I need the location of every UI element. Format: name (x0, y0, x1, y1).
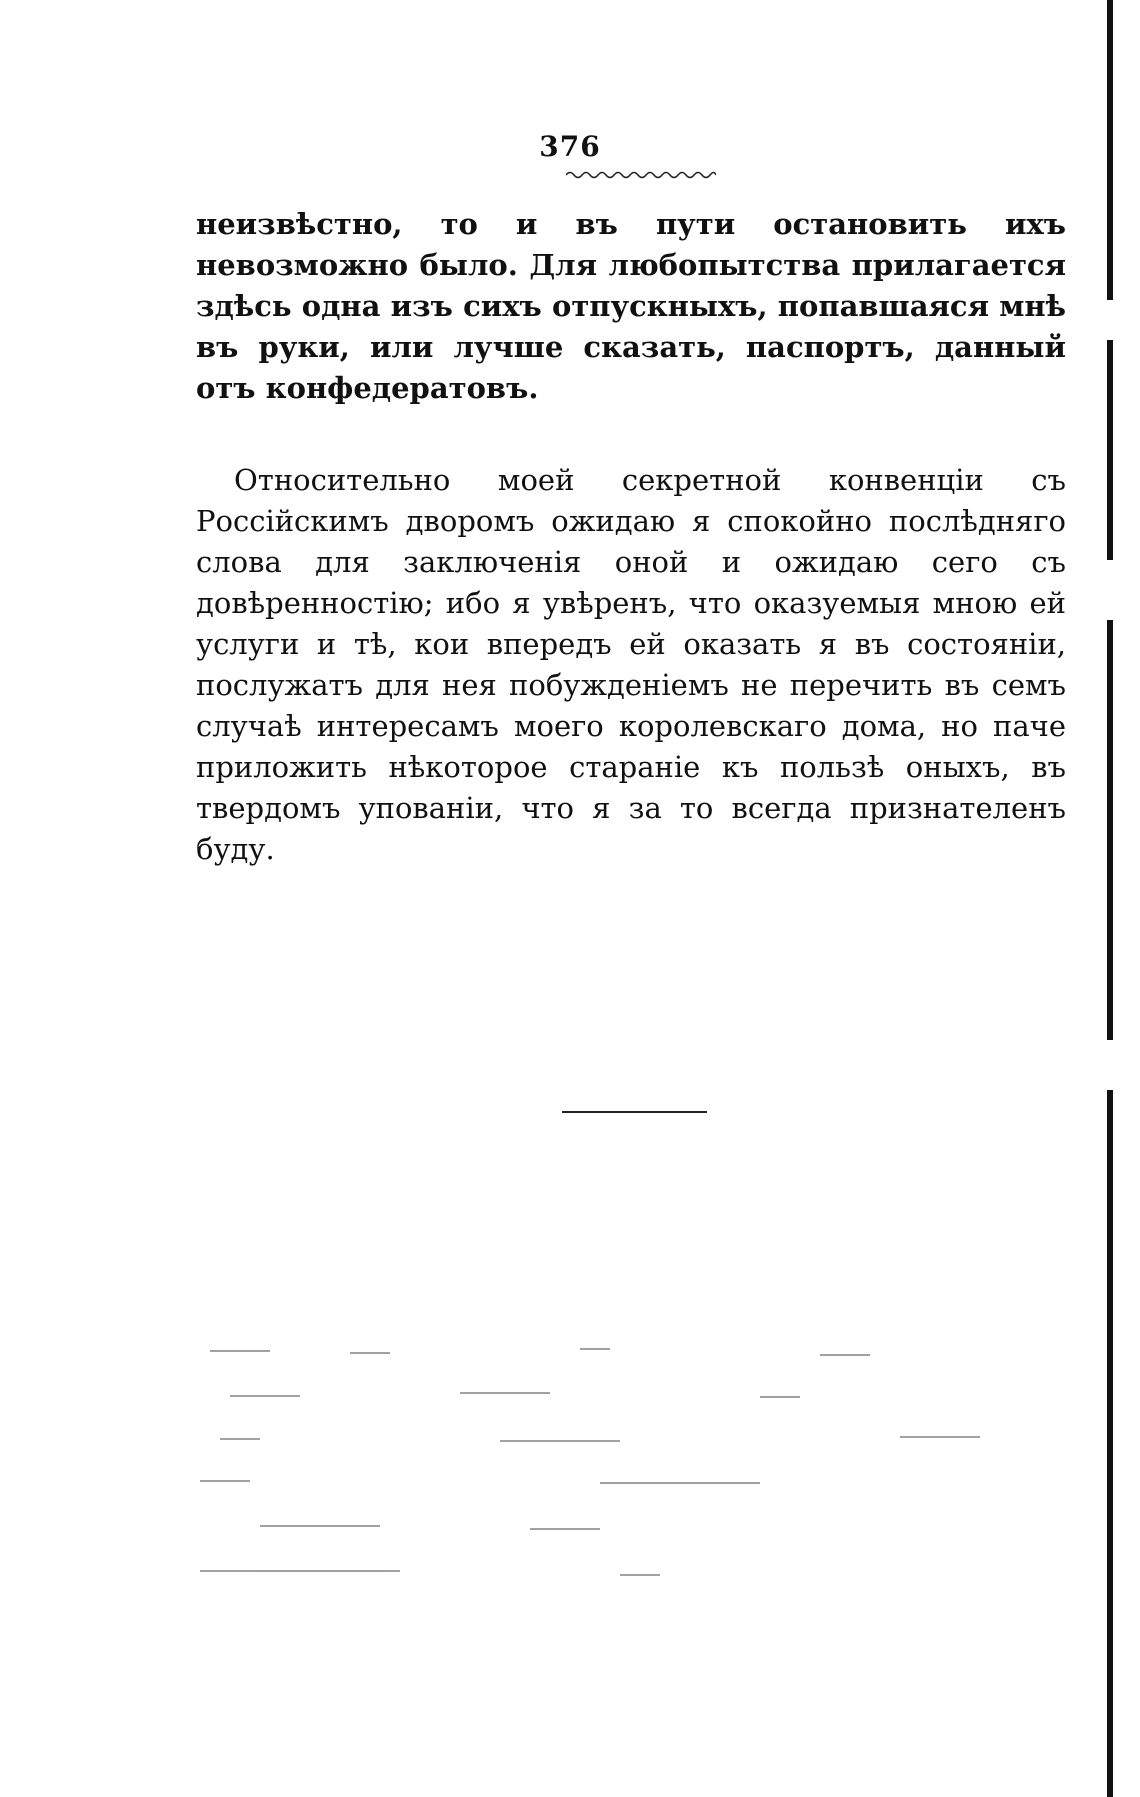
page-edge-gap (1106, 560, 1114, 620)
bleed-through-text (200, 1330, 1070, 1600)
page-edge-gap (1106, 300, 1114, 340)
paragraph-main: Относительно моей секретной конвенціи съ Россійскимъ дворомъ ожидаю я спокойно послѣдняго слова для заключенія оной и ожидаю сего съ довѣренностію; ибо я увѣренъ, что оказуемыя мною ей услуги и тѣ, кои впередъ ей оказать я въ состояніи, послужатъ для нея побужденіемъ не перечить въ семъ случаѣ интересамъ моего королевскаго дома, но паче приложить нѣкоторое стараніе къ пользѣ оныхъ, въ твердомъ упованіи, что я за то всегда признателенъ буду. (196, 463, 1066, 866)
page-edge-gap (1106, 1040, 1114, 1090)
separator-rule (562, 1111, 707, 1113)
page-number: 376 (539, 130, 601, 163)
paragraph-bold: неизвѣстно, то и въ пути остановить ихъ невозможно было. Для любопытства прилагается здѣсь одна изъ сихъ отпускныхъ, попавшаяся мнѣ въ руки, или лучше сказать, паспортъ, данный отъ конфедератовъ. (196, 207, 1066, 405)
wavy-rule-ornament (566, 170, 716, 180)
page-edge-shadow (1107, 0, 1113, 1797)
